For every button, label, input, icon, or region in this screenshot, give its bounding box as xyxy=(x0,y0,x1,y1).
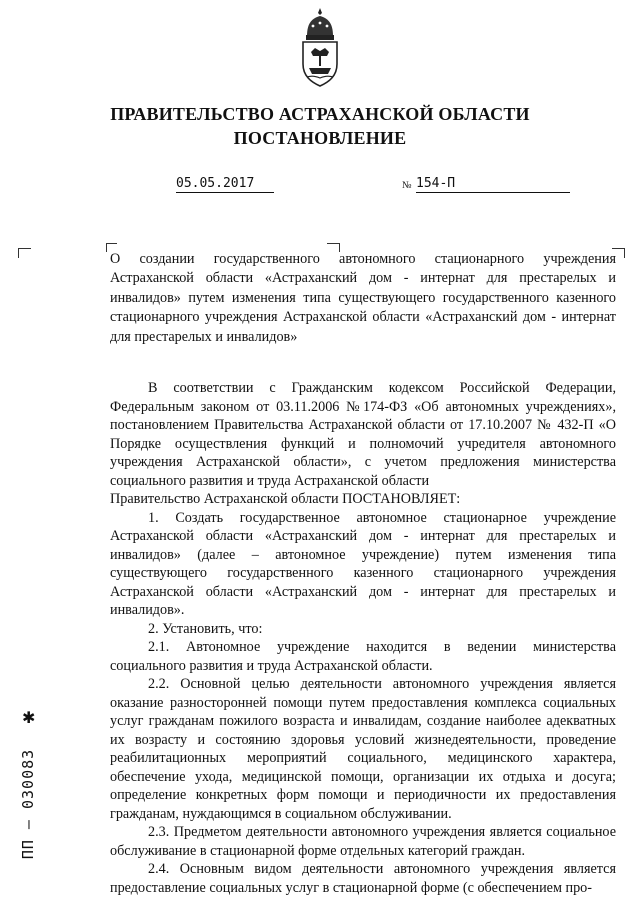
clause-1: 1. Создать государственное автономное стационарное учреждение Астраханской области «Астраханский дом - интернат для престарелых и инвалидов» (далее – автономное учреждение) путем изменения типа существующего государственного казенного стационарного учреждения Астраханской области «Астраханский дом - интернат для престарелых и инвалидов». xyxy=(110,509,616,618)
resolution-statement: Правительство Астраханской области ПОСТАНОВЛЯЕТ: xyxy=(110,491,461,507)
stamp-mark-icon: ✱ xyxy=(22,710,36,727)
document-subject: О создании государственного автономного стационарного учреждения Астраханской области «Астраханский дом - интернат для престарелых и инвалидов» путем изменения типа существующего государственного казенного стационарного учреждения Астраханской области «Астраханский дом - интернат для престарелых и инвалидов» xyxy=(110,251,616,345)
corner-mark-left xyxy=(18,248,31,258)
document-number: 154-П xyxy=(416,176,570,193)
number-label: № xyxy=(402,180,412,191)
clause-2-3: 2.3. Предметом деятельности автономного учреждения является социальное обслуживание в стационарной форме отдельных категорий граждан. xyxy=(110,824,616,859)
clause-2-1: 2.1. Автономное учреждение находится в ведении министерства социального развития и труда Астраханской области. xyxy=(110,639,616,674)
organization-title: ПРАВИТЕЛЬСТВО АСТРАХАНСКОЙ ОБЛАСТИ xyxy=(110,104,530,124)
document-date: 05.05.2017 xyxy=(176,176,274,193)
clause-2: 2. Установить, что: xyxy=(148,620,263,637)
clause-2-2: 2.2. Основной целью деятельности автономного учреждения является оказание разносторонней помощи путем предоставления комплекса социальных услуг гражданам пожилого возраста и инвалидам, создание наиболее адекватных их возрасту и состоянию здоровья условий жизнедеятельности, проведение реабилитационных мероприятий социального, медицинского характера, обеспечение ухода, медицинской помощи, организации их отдыха и досуга; определение конкретных форм помощи и периодичности их предоставления гражданам, нуждающимся в социальном обслуживании. xyxy=(110,676,616,822)
document-type-title: ПОСТАНОВЛЕНИЕ xyxy=(233,128,407,148)
clause-2-4: 2.4. Основным видом деятельности автономного учреждения является предоставление социальных услуг в стационарной форме (с обеспечением про- xyxy=(110,861,616,896)
stamp-number: ПП – 030083 xyxy=(19,748,37,860)
coat-of-arms-icon xyxy=(293,6,347,88)
document-body xyxy=(110,379,616,897)
preamble-paragraph: В соответствии с Гражданским кодексом Российской Федерации, Федеральным законом от 03.11.2006 №174-ФЗ «Об автономных учреждениях», постановлением Правительства Астраханской области от 17.10.2007 № 432-П «О Порядке осуществления функций и полномочий учредителя автономного учреждения Астраханской области», с учетом предложения министерства социального развития и труда Астраханской области xyxy=(110,380,616,489)
registration-stamp xyxy=(10,708,46,888)
